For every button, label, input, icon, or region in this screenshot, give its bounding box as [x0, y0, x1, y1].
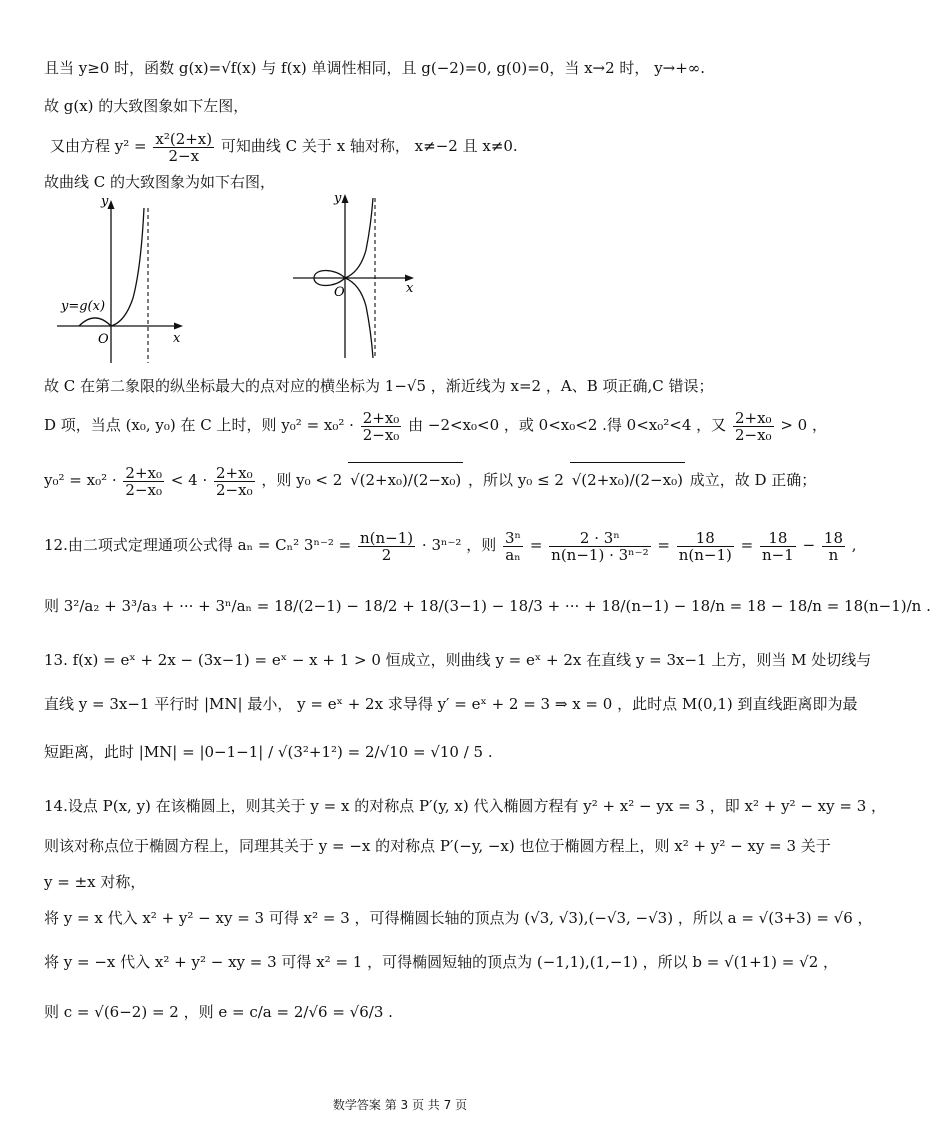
text-line-1: 且当 y≥0 时，函数 g(x)=√f(x) 与 f(x) 单调性相同，且 g(−2)=0, g(0)=0，当 x→2 时， y→+∞. — [44, 59, 706, 77]
lower-branch — [345, 278, 373, 358]
fraction: $\frac{\text{2+x₀}}{\text{2−x₀}}$ — [362, 408, 400, 444]
sqrt-expr: √ (2+x₀)/(2−x₀) — [570, 462, 685, 497]
text-line-17: 将 y = −x 代入 x² + y² − xy = 3 可得 x² = 1 ，可得椭圆短轴的顶点为 (−1,1),(1,−1) ，所以 b = √(1+1) = √2 ， — [44, 953, 839, 971]
text-seg: y₀² = x₀² · — [44, 471, 117, 489]
text-line-9: 则 3²/a₂ + 3³/a₃ + ··· + 3ⁿ/aₙ = 18/(2−1) − 18/2 + 18/(3−1) − 18/3 + ··· + 18/(n−1) − 18/n = 18 − 18/n = 18(n−1)/n . — [44, 597, 931, 615]
text-seg: = — [657, 536, 670, 554]
text-line-13: 14.设点 P(x, y) 在该椭圆上，则其关于 y = x 的对称点 P′(y, x) 代入椭圆方程有 y² + x² − yx = 3 ，即 x² + y² − xy = 3 ， — [44, 797, 887, 815]
text-seg: 成立，故 D 正确； — [689, 471, 817, 489]
fraction: $\frac{\text{2+x₀}}{\text{2−x₀}}$ — [216, 463, 253, 499]
y-label: y — [101, 194, 109, 209]
text-seg: ，所以 y₀ ≤ 2 — [468, 471, 564, 489]
text-seg: 12.由二项式定理通项公式得 aₙ = Cₙ² 3ⁿ⁻² = — [44, 536, 352, 554]
text-line-3 — [50, 130, 770, 164]
fraction: $\frac{\text{2+x₀}}{\text{2−x₀}}$ — [125, 463, 163, 499]
fraction: $\frac{\text{3ⁿ}}{\text{aₙ}}$ — [504, 528, 522, 564]
text-seg: = — [740, 536, 754, 554]
text-seg: 可知曲线 C 关于 x 轴对称， x≠−2 且 x≠0. — [220, 137, 518, 155]
origin-label: O — [334, 285, 345, 300]
x-label: x — [173, 331, 181, 346]
x-label: x — [406, 281, 414, 296]
text-line-6 — [44, 408, 827, 444]
text-seg: = — [529, 536, 543, 554]
text-seg: < 4 · — [170, 471, 208, 489]
fraction: $\frac{18}{n}$ — [823, 528, 844, 564]
fraction: $\frac{\text{2 · 3ⁿ}}{\text{n(n−1) · 3ⁿ⁻²}}$ — [551, 528, 649, 564]
text-seg: 由 −2<x₀<0 ，或 0<x₀<2 .得 0<x₀²<4 ，又 — [408, 416, 727, 434]
text-line-12: 短距离，此时 |MN| = |0−1−1| / √(3²+1²) = 2/√10 = √10 / 5 . — [44, 743, 493, 761]
fraction: $\frac{\text{2+x₀}}{\text{2−x₀}}$ — [734, 408, 772, 444]
text-line-11: 直线 y = 3x−1 平行时 |MN| 最小， y = eˣ + 2x 求导得 y′ = eˣ + 2 = 3 ⇒ x = 0 ，此时点 M(0,1) 到直线距离即为最 — [44, 695, 858, 713]
text-line-10: 13. f(x) = eˣ + 2x − (3x−1) = eˣ − x + 1 > 0 恒成立，则曲线 y = eˣ + 2x 在直线 y = 3x−1 上方，则当 M 处切线与 — [44, 651, 872, 669]
fraction: $\frac{18}{n(n-1)}$ — [678, 528, 732, 564]
y-label: y — [334, 191, 342, 206]
text-seg: 又由方程 y² = — [50, 137, 147, 155]
page-footer: 数学答案 第 3 页 共 7 页 — [332, 1098, 468, 1112]
text-seg: ，则 y₀ < 2 — [261, 471, 343, 489]
text-line-8 — [44, 528, 857, 564]
text-line-4: 故曲线 C 的大致图象为如下右图， — [44, 173, 276, 191]
text-seg: · 3ⁿ⁻² ，则 — [421, 536, 497, 554]
text-seg: , — [851, 536, 857, 554]
text-line-5: 故 C 在第二象限的纵坐标最大的点对应的横坐标为 1−√5 ，渐近线为 x=2 ，A、B 项正确,C 错误； — [44, 377, 714, 395]
sqrt-expr: √ (2+x₀)/(2−x₀) — [348, 462, 463, 497]
text-line-16: 将 y = x 代入 x² + y² − xy = 3 可得 x² = 3 ，可得椭圆长轴的顶点为 (√3, √3),(−√3, −√3) ，所以 a = √(3+3) = √6 ， — [44, 909, 873, 927]
text-line-14: 则该对称点位于椭圆方程上，同理其关于 y = −x 的对称点 P′(−y, −x) 也位于椭圆方程上，则 x² + y² − xy = 3 关于 — [44, 837, 831, 855]
text-line-15: y = ±x 对称， — [44, 873, 146, 891]
fraction: $\frac{\text{x²(2+x)}}{2-x}$ — [155, 129, 213, 165]
y-axis-arrow — [342, 194, 349, 203]
text-line-7 — [44, 462, 817, 499]
curve-label: y=g(x) — [61, 299, 106, 314]
text-line-18: 则 c = √(6−2) = 2 ，则 e = c/a = 2/√6 = √6/3 . — [44, 1003, 393, 1021]
text-seg: − — [802, 536, 816, 554]
graph-right — [290, 190, 420, 360]
text-seg: > 0 ， — [780, 416, 827, 434]
fraction: $\frac{n(n-1)}{2}$ — [360, 528, 414, 564]
origin-label: O — [98, 332, 109, 347]
upper-branch — [345, 198, 373, 278]
text-line-2: 故 g(x) 的大致图象如下左图， — [44, 97, 249, 115]
x-axis-arrow — [174, 323, 183, 330]
fraction: $\frac{18}{n-1}$ — [762, 528, 794, 564]
graph-left — [55, 194, 195, 366]
y-axis-arrow — [108, 200, 115, 209]
text-seg: D 项，当点 (x₀, y₀) 在 C 上时，则 y₀² = x₀² · — [44, 416, 354, 434]
